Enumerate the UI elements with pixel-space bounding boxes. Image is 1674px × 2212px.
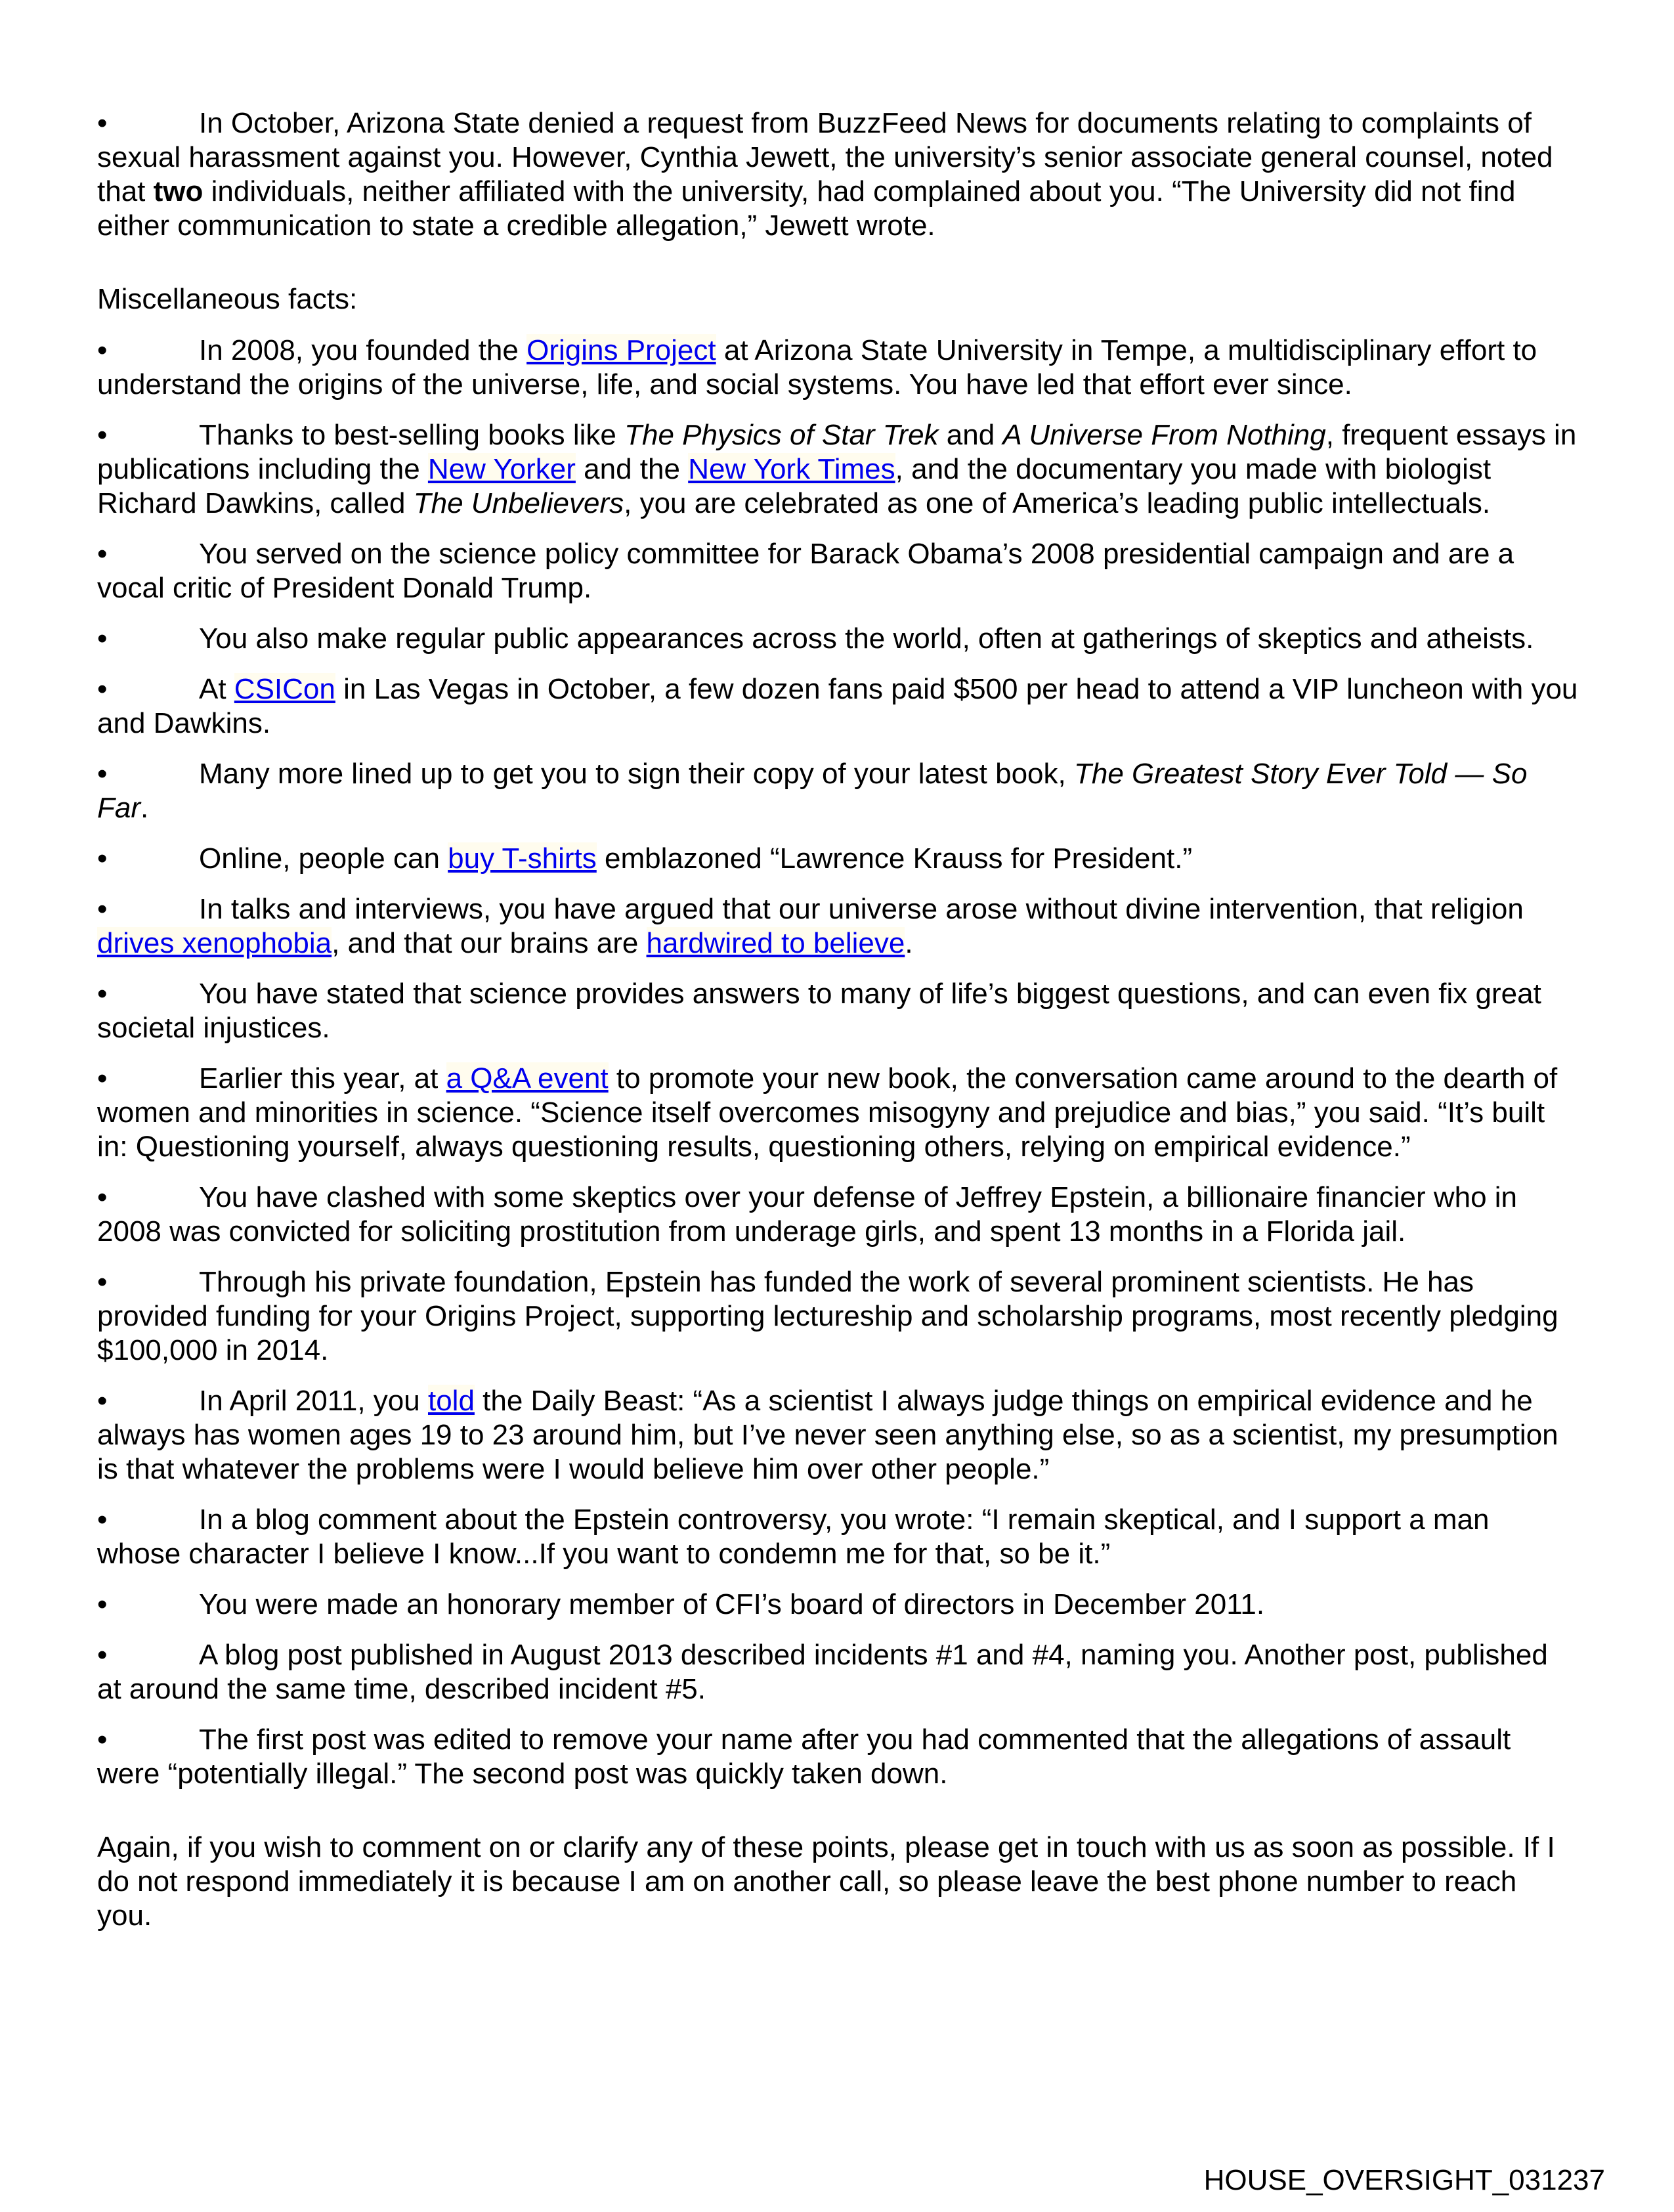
bullet-paragraph [97,418,1579,521]
text-run: the Daily Beast: “As a scientist I always judge things on empirical evidence and he always has women ages 19 to 23 around him, but I’ve never seen anything else, so as a scientist, my presumption is that whatever the problems were I would believe him over other people.” [97,1385,1558,1485]
italic-text: The Greatest Story Ever Told — So Far [97,758,1528,824]
bullet-paragraph [97,537,1579,605]
bullet-icon: • [97,673,108,705]
told-link[interactable]: told [427,1385,475,1417]
text-run: In 2008, you founded the [199,334,527,366]
drives-xenophobia-link[interactable]: drives xenophobia [97,927,332,959]
text-run: In talks and interviews, you have argued that our universe arose without divine intervention, that religion [199,893,1524,925]
new-yorker-link[interactable]: New Yorker [427,453,576,485]
bullet-icon: • [97,1385,108,1417]
bates-number: HOUSE_OVERSIGHT_031237 [1203,2164,1605,2196]
text-run: In April 2011, you [199,1385,428,1417]
bullet-icon: • [97,1181,108,1213]
bullet-icon: • [97,107,108,139]
bullet-paragraph [97,106,1579,243]
text-run: You have clashed with some skeptics over your defense of Jeffrey Epstein, a billionaire financier who in 2008 was convicted for soliciting prostitution from underage girls, and spent 13 months in a Florida jail. [97,1181,1518,1247]
origins-project-link[interactable]: Origins Project [526,334,716,366]
text-run: In a blog comment about the Epstein controversy, you wrote: “I remain skeptical, and I support a man whose character I believe I know...If you want to condemn me for that, so be it.” [97,1504,1490,1570]
text-run: You served on the science policy committee for Barack Obama’s 2008 presidential campaign and are a vocal critic of President Donald Trump. [97,538,1514,604]
bullet-paragraph [97,622,1579,656]
text-run: , and that our brains are [332,927,647,959]
paragraph-text [97,1724,1511,1790]
bullet-icon: • [97,334,108,366]
bullet-icon: • [97,842,108,875]
bullet-paragraph [97,1723,1579,1791]
italic-text: The Unbelievers [413,487,624,519]
paragraph-text [97,978,1541,1044]
text-run: A blog post published in August 2013 described incidents #1 and #4, naming you. Another post, published at around the same time, described incident #5. [97,1639,1548,1705]
paragraph-text [97,1639,1548,1705]
bullet-icon: • [97,538,108,570]
paragraph-text [199,842,1192,875]
bullet-paragraph [97,672,1579,741]
bullet-icon: • [97,758,108,790]
document-body [97,106,1579,1933]
bullet-paragraph [97,1181,1579,1249]
bullet-paragraph [97,1265,1579,1368]
text-run: emblazoned “Lawrence Krauss for President.” [596,842,1193,875]
paragraph-text [97,758,1527,824]
text-run: , frequent essays in publications including the [97,419,1577,485]
hardwired-to-believe-link[interactable]: hardwired to believe [646,927,905,959]
new-york-times-link[interactable]: New York Times [688,453,895,485]
text-run: Again, if you wish to comment on or clarify any of these points, please get in touch with us as soon as possible. If I do not respond immediately it is because I am on another call, so please leave the best phone number to reach you. [97,1831,1555,1932]
text-run: In October, Arizona State denied a request from BuzzFeed News for documents relating to complaints of sexual harassment against you. However, Cynthia Jewett, the university’s senior associate general counsel, noted that [97,107,1553,207]
bullet-icon: • [97,622,108,655]
text-run: The first post was edited to remove your name after you had commented that the allegations of assault were “potentially illegal.” The second post was quickly taken down. [97,1724,1511,1790]
bullet-icon: • [97,1062,108,1095]
section-heading: Miscellaneous facts: [97,283,358,315]
qa-event-link[interactable]: a Q&A event [446,1062,609,1095]
paragraph-text [97,334,1537,401]
text-run: Thanks to best-selling books like [199,419,625,451]
text-run: At [199,673,234,705]
text-run: . [905,927,913,959]
bullet-icon: • [97,1724,108,1756]
paragraph-text [97,419,1576,519]
bullet-icon: • [97,419,108,451]
text-run: You also make regular public appearances across the world, often at gatherings of skeptics and atheists. [199,622,1534,655]
text-run: You have stated that science provides answers to many of life’s biggest questions, and can even fix great societal injustices. [97,978,1541,1044]
bullet-icon: • [97,1639,108,1671]
bullet-paragraph [97,842,1579,876]
text-run: You were made an honorary member of CFI’s board of directors in December 2011. [199,1588,1265,1620]
text-run: Many more lined up to get you to sign their copy of your latest book, [199,758,1074,790]
text-run: , you are celebrated as one of America’s leading public intellectuals. [624,487,1491,519]
text-run: in Las Vegas in October, a few dozen fans paid $500 per head to attend a VIP luncheon with you and Dawkins. [97,673,1578,739]
text-run: at Arizona State University in Tempe, a multidisciplinary effort to understand the origins of the universe, life, and social systems. You have led that effort ever since. [97,334,1537,401]
bullet-paragraph [97,1384,1579,1486]
italic-text: The Physics of Star Trek [624,419,939,451]
paragraph-text [97,538,1514,604]
bullet-paragraph [97,334,1579,402]
text-run: and [938,419,1003,451]
text-run: to promote your new book, the conversation came around to the dearth of women and minorities in science. “Science itself overcomes misogyny and prejudice and bias,” you said. “It’s built in: Questioning yourself, always questioning results, questioning others, relying on empirical evidence.” [97,1062,1558,1163]
bullet-paragraph [97,1062,1579,1164]
text-run: Through his private foundation, Epstein has funded the work of several prominent scientists. He has provided funding for your Origins Project, supporting lectureship and scholarship programs, most recently pledging $100,000 in 2014. [97,1266,1558,1366]
paragraph-text [97,1831,1555,1932]
paragraph-text [199,1588,1264,1620]
paragraph-text [97,1266,1558,1366]
paragraph-text [97,893,1524,959]
text-run: and the [575,453,689,485]
paragraph-text [97,673,1577,739]
bullet-paragraph [97,757,1579,825]
paragraph-text [97,107,1553,242]
closing-paragraph [97,1831,1579,1933]
paragraph-text [199,622,1534,655]
bullet-paragraph [97,892,1579,961]
bullet-icon: • [97,1266,108,1298]
text-run: Earlier this year, at [199,1062,446,1095]
bullet-paragraph [97,1588,1579,1622]
paragraph-text [97,1062,1557,1163]
csicon-link[interactable]: CSICon [234,673,335,705]
paragraph-text [97,1385,1558,1485]
bullet-paragraph [97,1503,1579,1571]
bold-text: two [153,175,204,207]
paragraph-text [97,1181,1517,1247]
buy-tshirts-link[interactable]: buy T-shirts [448,842,597,875]
bullet-icon: • [97,1504,108,1536]
text-run: Online, people can [199,842,448,875]
text-run: , and the documentary you made with biologist Richard Dawkins, called [97,453,1492,519]
bullet-icon: • [97,893,108,925]
bullet-icon: • [97,978,108,1010]
bullet-paragraph [97,1638,1579,1706]
italic-text: A Universe From Nothing [1002,419,1326,451]
text-run: individuals, neither affiliated with the university, had complained about you. “The University did not find either communication to state a credible allegation,” Jewett wrote. [97,175,1516,242]
paragraph-text [97,1504,1490,1570]
bullet-icon: • [97,1588,108,1620]
text-run: . [140,792,149,824]
bullet-paragraph [97,977,1579,1045]
